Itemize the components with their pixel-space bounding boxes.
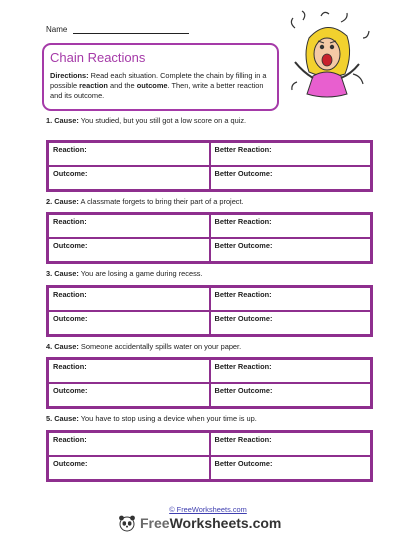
outcome-cell[interactable]: Outcome:: [48, 456, 210, 480]
outcome-cell[interactable]: Outcome:: [48, 238, 210, 262]
brand-rest: Worksheets.com: [169, 515, 282, 531]
better-outcome-cell[interactable]: Better Outcome:: [210, 383, 372, 407]
chain-table-5: [46, 430, 373, 482]
outcome-cell[interactable]: Outcome:: [48, 383, 210, 407]
better-outcome-cell[interactable]: Better Outcome:: [210, 456, 372, 480]
directions-label: Directions:: [50, 71, 89, 80]
outcome-cell[interactable]: Outcome:: [48, 311, 210, 335]
reaction-cell[interactable]: Reaction:: [48, 359, 210, 383]
chain-table-3: [46, 285, 373, 337]
directions-text: Read each situation. Complete the chain by filling in a possible: [50, 71, 267, 90]
cause-4: [46, 342, 374, 352]
better-reaction-cell[interactable]: Better Reaction:: [210, 359, 372, 383]
reaction-cell[interactable]: Reaction:: [48, 287, 210, 311]
brand-free: Free: [140, 515, 170, 531]
chain-table-1: [46, 140, 373, 192]
better-reaction-cell[interactable]: Better Reaction:: [210, 214, 372, 238]
brand-logo[interactable]: [118, 514, 281, 532]
name-field[interactable]: [46, 25, 189, 34]
reaction-cell[interactable]: Reaction:: [48, 432, 210, 456]
directions-text: and the: [107, 81, 137, 90]
cause-number: 4. Cause:: [46, 342, 79, 351]
cause-number: 5. Cause:: [46, 414, 79, 423]
cause-text: Someone accidentally spills water on your paper.: [78, 342, 242, 351]
directions-reaction-word: reaction: [79, 81, 108, 90]
better-outcome-cell[interactable]: Better Outcome:: [210, 311, 372, 335]
chain-table-4: [46, 357, 373, 409]
better-reaction-cell[interactable]: Better Reaction:: [210, 432, 372, 456]
reaction-cell[interactable]: Reaction:: [48, 142, 210, 166]
cause-text: You are losing a game during recess.: [78, 269, 203, 278]
chain-table-2: [46, 212, 373, 264]
better-outcome-cell[interactable]: Better Outcome:: [210, 238, 372, 262]
cause-number: 2. Cause:: [46, 197, 79, 206]
cause-number: 3. Cause:: [46, 269, 79, 278]
cause-3: [46, 269, 374, 279]
cause-2: [46, 197, 374, 207]
better-reaction-cell[interactable]: Better Reaction:: [210, 142, 372, 166]
better-reaction-cell[interactable]: Better Reaction:: [210, 287, 372, 311]
directions: [50, 71, 271, 101]
cause-text: You have to stop using a device when your time is up.: [78, 414, 257, 423]
name-blank[interactable]: [73, 25, 189, 34]
outcome-cell[interactable]: Outcome:: [48, 166, 210, 190]
cause-number: 1. Cause:: [46, 116, 79, 125]
brand-name: [140, 515, 281, 531]
directions-text: . Then, write a better reaction and its outcome.: [50, 81, 264, 100]
name-label: Name: [46, 25, 68, 34]
directions-outcome-word: outcome: [136, 81, 168, 90]
copyright-link[interactable]: © FreeWorksheets.com: [169, 505, 247, 514]
cause-5: [46, 414, 374, 424]
cause-text: A classmate forgets to bring their part of a project.: [78, 197, 244, 206]
title-box: [42, 43, 279, 111]
worksheet-title: Chain Reactions: [50, 50, 146, 65]
cause-text: You studied, but you still got a low score on a quiz.: [78, 116, 247, 125]
reaction-cell[interactable]: Reaction:: [48, 214, 210, 238]
cause-1: [46, 116, 374, 126]
better-outcome-cell[interactable]: Better Outcome:: [210, 166, 372, 190]
panda-mascot-icon: [118, 514, 136, 532]
frustrated-girl-cartoon-icon: [283, 10, 383, 105]
